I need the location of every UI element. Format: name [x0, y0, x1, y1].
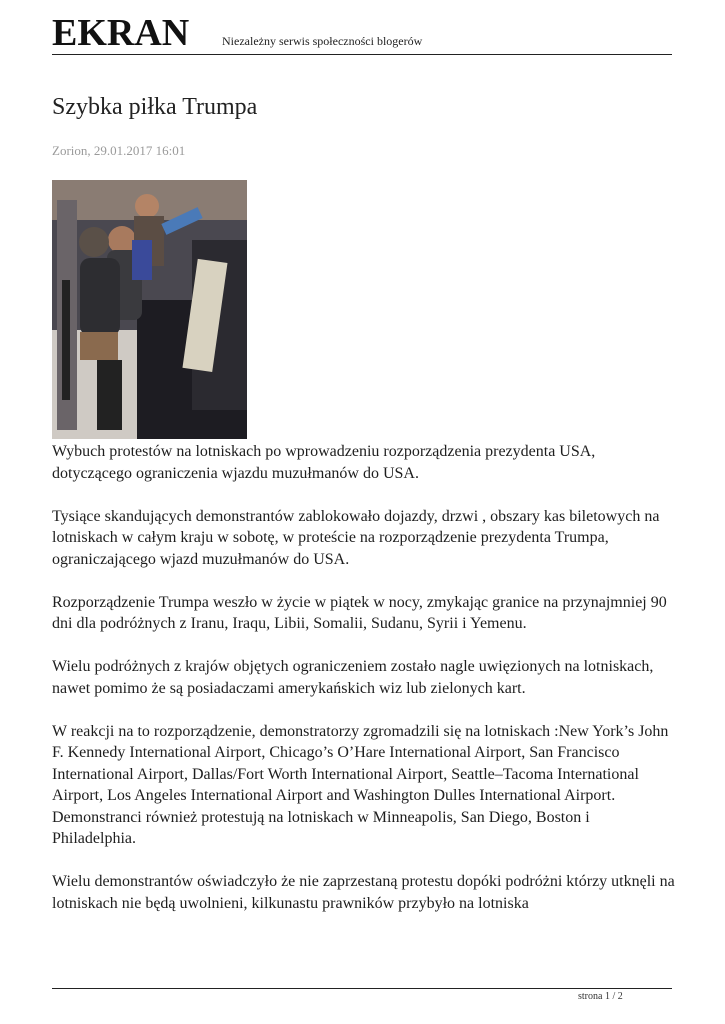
paragraph: Tysiące skandujących demonstrantów zablokowało dojazdy, drzwi , obszary kas biletowych na lotniskach w całym kraju w sobotę, w proteście na rozporządzenie prezydenta Trumpa, ograniczającego wjazd muzułmanów do USA. [52, 507, 660, 568]
protest-photo-icon [52, 180, 247, 439]
site-logo[interactable]: EKRAN [52, 12, 190, 54]
site-tagline: Niezależny serwis społeczności blogerów [222, 34, 423, 48]
site-header [52, 14, 672, 55]
article-meta: Zorion, 29.01.2017 16:01 [52, 143, 186, 158]
paragraph: Rozporządzenie Trumpa weszło w życie w piątek w nocy, zmykając granice na przynajmniej 90 dni dla podróżnych z Iranu, Iraqu, Libii, Somalii, Sudanu, Syrii i Yemenu. [52, 593, 667, 632]
paragraph: Wielu podróżnych z krajów objętych ograniczeniem zostało nagle uwięzionych na lotniskach, nawet pomimo że są posiadaczami amerykańskich wiz lub zielonych kart. [52, 658, 654, 697]
article-title: Szybka piłka Trumpa [52, 94, 258, 120]
page-number: strona 1 / 2 [578, 991, 623, 1002]
footer-divider [52, 988, 672, 989]
paragraph: Wielu demonstrantów oświadczyło że nie zaprzestaną protestu dopóki podróżni którzy utknęli na lotniskach nie będą uwolnieni, kilkunastu prawników przybyło na lotniska [52, 873, 675, 912]
paragraph: W reakcji na to rozporządzenie, demonstratorzy zgromadzili się na lotniskach :New York’s John F. Kennedy International Airport, Chicago’s O’Hare International Airport, San Francisco International Airport, Dallas/Fort Worth International Airport, Seattle–Tacoma International Airport, Los Angeles International Airport and Washington Dulles International Airport. Demonstranci również protestują na lotniskach w Minneapolis, San Diego, Boston i Philadelphia. [52, 722, 669, 847]
article-body [52, 441, 677, 936]
paragraph: Wybuch protestów na lotniskach po wprowadzeniu rozporządzenia prezydenta USA, dotyczącego ograniczenia wjazdu muzułmanów do USA. [52, 443, 596, 482]
